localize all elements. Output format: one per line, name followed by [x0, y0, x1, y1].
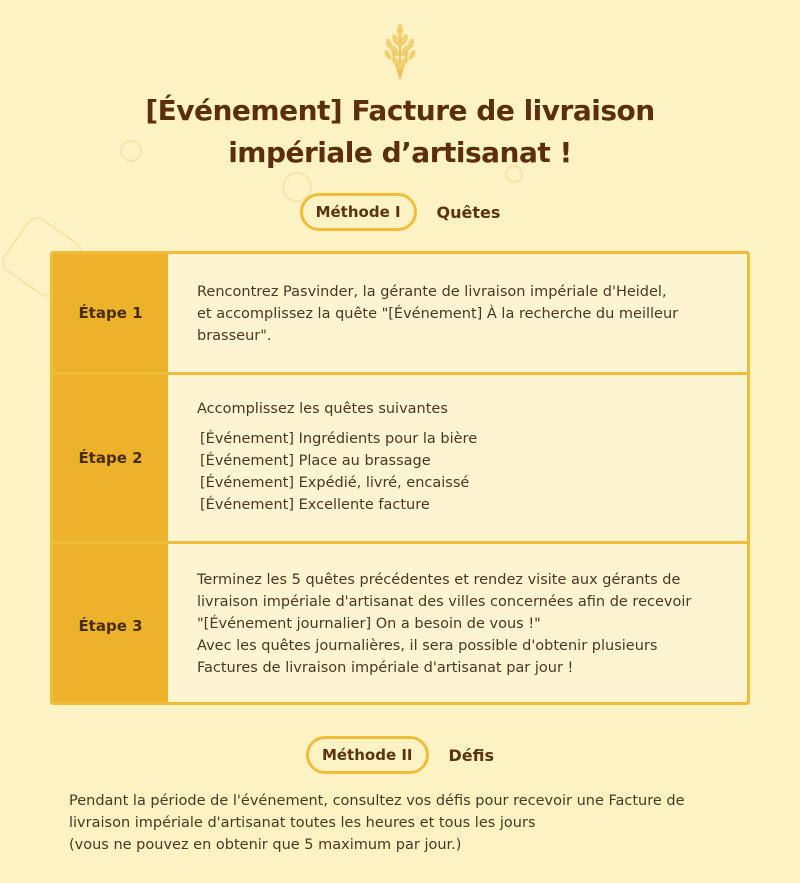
method-2-header	[0, 736, 800, 774]
method-2-line: Pendant la période de l'événement, consultez vos défis pour recevoir une Facture de	[69, 793, 685, 809]
quest-item: [Événement] Ingrédients pour la bière	[200, 431, 478, 447]
quest-item: [Événement] Place au brassage	[200, 453, 431, 469]
method-2-badge: Méthode II	[306, 736, 429, 774]
quest-item: [Événement] Excellente facture	[200, 497, 430, 513]
step-1-row	[53, 254, 747, 372]
step-2-intro: Accomplissez les quêtes suivantes	[197, 401, 448, 417]
step-3-line: Avec les quêtes journalières, il sera possible d'obtenir plusieurs	[197, 638, 658, 654]
method-1-header	[0, 193, 800, 231]
page-title-line-2: impériale d’artisanat !	[228, 136, 572, 169]
method-1-badge: Méthode I	[300, 193, 417, 231]
page-title	[0, 90, 800, 174]
step-3-body	[168, 544, 747, 705]
steps-table	[50, 251, 750, 705]
method-2-description	[69, 790, 749, 856]
step-3-label: Étape 3	[53, 544, 168, 705]
method-2-line: livraison impériale d'artisanat toutes les heures et tous les jours	[69, 815, 536, 831]
method-2-label: Défis	[448, 745, 495, 765]
step-3-line: "[Événement journalier] On a besoin de vous !"	[197, 616, 541, 632]
step-3-row	[53, 544, 747, 705]
method-2-line: (vous ne pouvez en obtenir que 5 maximum par jour.)	[69, 837, 462, 853]
quest-list	[197, 428, 747, 516]
step-1-label: Étape 1	[53, 254, 168, 372]
step-2-body	[168, 375, 747, 541]
quest-item: [Événement] Expédié, livré, encaissé	[200, 475, 470, 491]
page-title-line-1: [Événement] Facture de livraison	[145, 94, 655, 127]
wheat-icon	[378, 22, 422, 80]
step-3-line: Factures de livraison impériale d'artisanat par jour !	[197, 660, 574, 676]
step-2-row	[53, 375, 747, 541]
step-1-line: brasseur".	[197, 328, 272, 344]
step-1-line: Rencontrez Pasvinder, la gérante de livraison impériale d'Heidel,	[197, 284, 667, 300]
method-1-label: Quêtes	[436, 202, 501, 222]
step-1-line: et accomplissez la quête "[Événement] À la recherche du meilleur	[197, 306, 679, 322]
step-3-line: Terminez les 5 quêtes précédentes et rendez visite aux gérants de	[197, 572, 681, 588]
step-2-label: Étape 2	[53, 375, 168, 541]
step-1-body	[168, 254, 747, 372]
step-3-line: livraison impériale d'artisanat des villes concernées afin de recevoir	[197, 594, 692, 610]
